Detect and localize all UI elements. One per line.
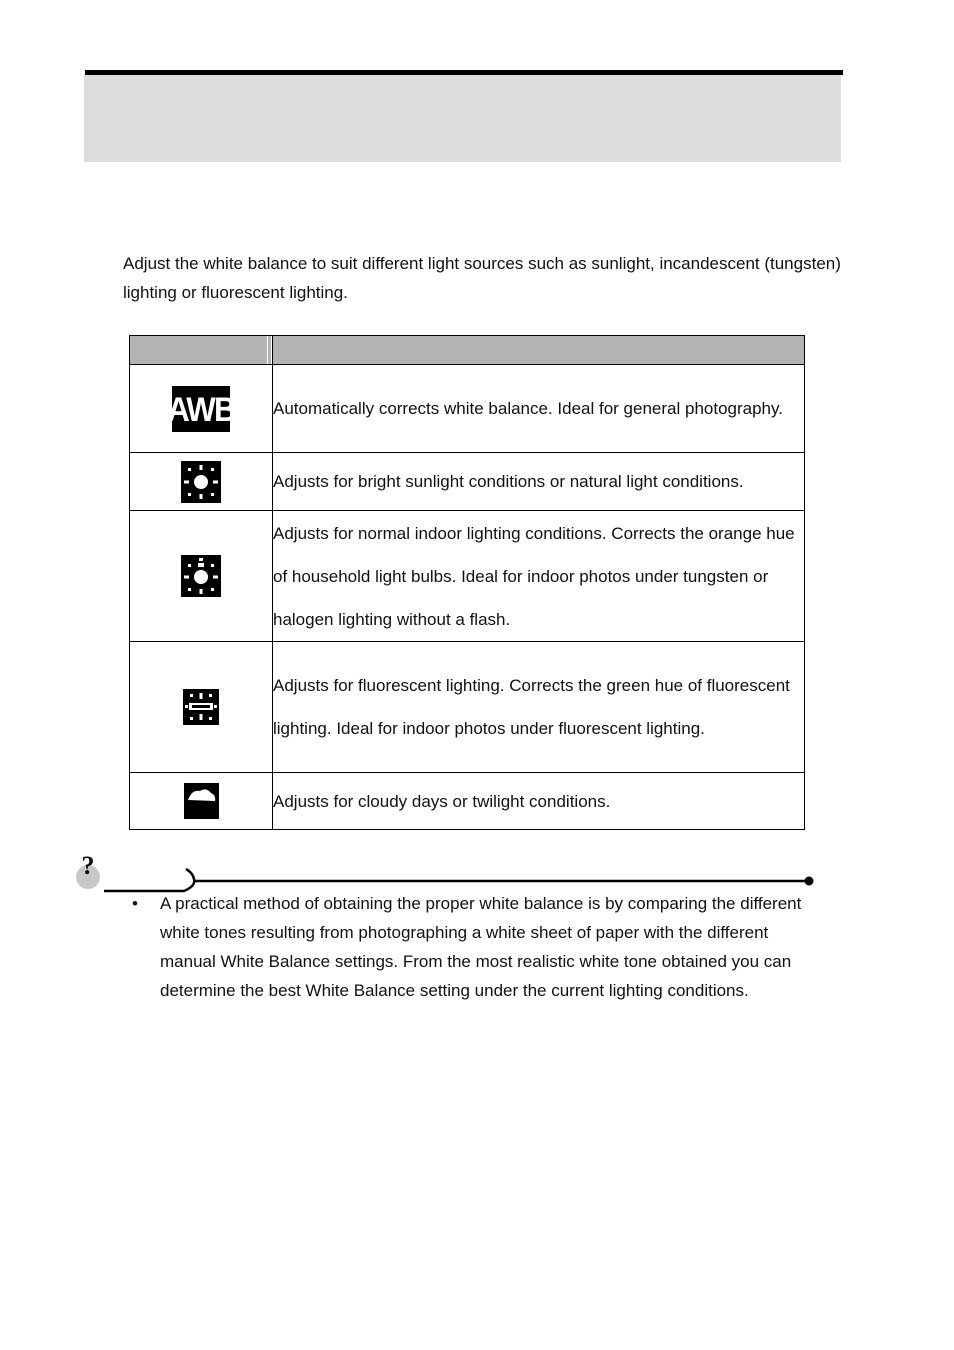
fluorescent-icon bbox=[183, 689, 219, 725]
description-cell: Adjusts for fluorescent lighting. Corrects the green hue of fluorescent lighting. Ideal for indoor photos under fluorescent lighting. bbox=[273, 642, 805, 773]
icon-cell bbox=[130, 511, 273, 642]
table-header-desc-col bbox=[273, 336, 805, 365]
table-row bbox=[130, 773, 805, 830]
description-cell: Adjusts for cloudy days or twilight conditions. bbox=[273, 773, 805, 830]
description-cell: Adjusts for normal indoor lighting conditions. Corrects the orange hue of household light bulbs. Ideal for indoor photos under tungsten or halogen lighting without a flash. bbox=[273, 511, 805, 642]
daylight-icon bbox=[181, 461, 221, 503]
bullet: • bbox=[132, 894, 138, 913]
note-text: A practical method of obtaining the proper white balance is by comparing the different white tones resulting from photographing a white sheet of paper with the different manual White Balance settings. From the most realistic white tone obtained you can determine the best White Balance setting under the current lighting conditions. bbox=[160, 894, 802, 1000]
description-cell: Adjusts for bright sunlight conditions or natural light conditions. bbox=[273, 453, 805, 511]
note-list bbox=[130, 889, 820, 1005]
header-band bbox=[84, 75, 841, 162]
cloudy-icon bbox=[184, 783, 219, 819]
table-header-icon-col bbox=[130, 336, 273, 365]
tungsten-icon bbox=[181, 555, 221, 597]
table-row bbox=[130, 642, 805, 773]
description-cell: Automatically corrects white balance. Ideal for general photography. bbox=[273, 365, 805, 453]
icon-cell bbox=[130, 365, 273, 453]
help-icon bbox=[76, 851, 100, 889]
awb-icon-text: AWB bbox=[167, 389, 235, 428]
note-item bbox=[130, 889, 820, 1005]
svg-text:?: ? bbox=[81, 851, 95, 880]
table-row bbox=[130, 511, 805, 642]
table-row bbox=[130, 453, 805, 511]
icon-cell bbox=[130, 642, 273, 773]
table-header-row bbox=[130, 336, 805, 365]
icon-cell bbox=[130, 453, 273, 511]
icon-cell bbox=[130, 773, 273, 830]
white-balance-table bbox=[129, 335, 805, 830]
awb-icon bbox=[167, 386, 235, 432]
table-row bbox=[130, 365, 805, 453]
intro-paragraph: Adjust the white balance to suit different light sources such as sunlight, incandescent (tungsten) lighting or fluorescent lighting. bbox=[123, 254, 841, 302]
